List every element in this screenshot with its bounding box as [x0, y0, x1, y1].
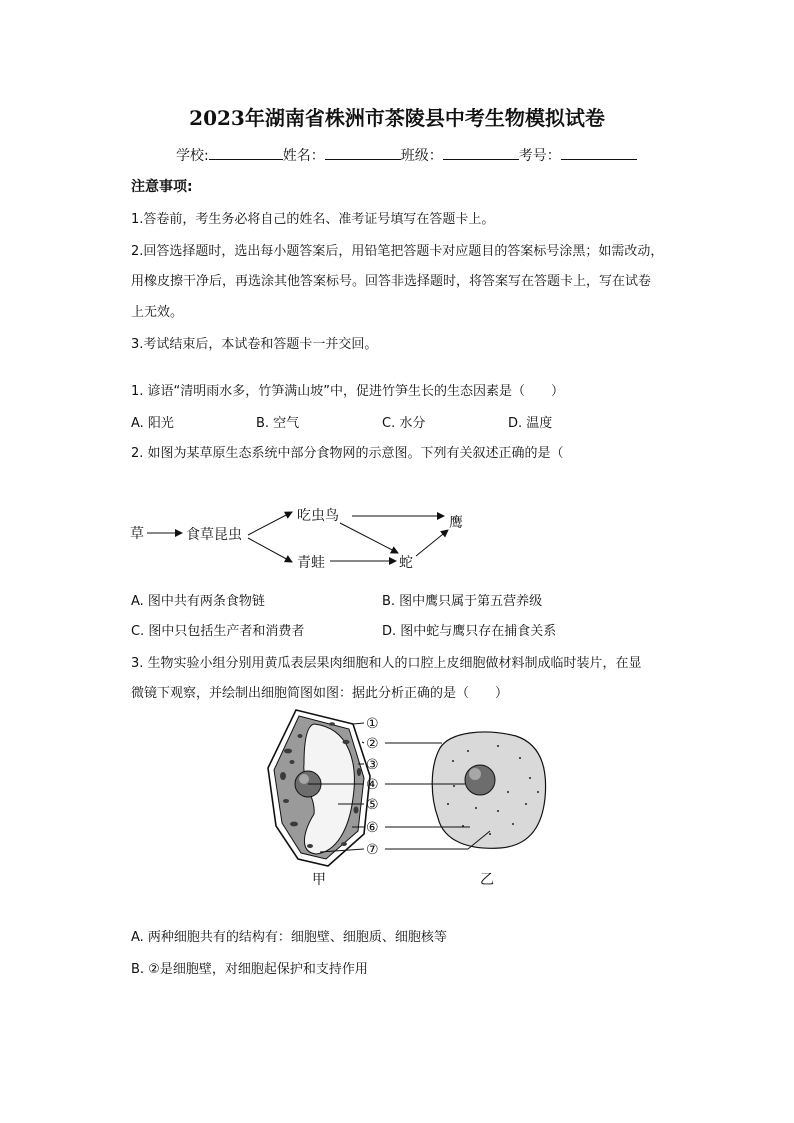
notice-heading: 注意事项:	[131, 179, 193, 195]
question-3-option-a[interactable]: A. 两种细胞共有的结构有：细胞壁、细胞质、细胞核等	[131, 930, 447, 945]
class-blank[interactable]	[443, 147, 519, 160]
student-info-line	[176, 145, 637, 165]
node-grass: 草	[130, 526, 144, 542]
cell-a-label: 甲	[312, 872, 326, 888]
exam-no-blank[interactable]	[561, 147, 637, 160]
node-frog: 青蛙	[297, 555, 325, 571]
node-eagle: 鹰	[449, 515, 463, 531]
label-7: ⑦	[366, 842, 379, 858]
name-label: 姓名：	[282, 148, 325, 164]
question-2-option-a[interactable]: A. 图中共有两条食物链	[131, 594, 265, 609]
nucleus	[465, 765, 495, 795]
label-4: ④	[366, 777, 379, 793]
question-2-option-c[interactable]: C. 图中只包括生产者和消费者	[131, 624, 305, 639]
arrow-bird-snake	[340, 523, 398, 553]
label-5: ⑤	[366, 797, 379, 813]
notice-item: 用橡皮擦干净后，再选涂其他答案标号。回答非选择题时，将答案写在答题卡上，写在试卷	[131, 274, 652, 289]
notice-item: 1.答卷前，考生务必将自己的姓名、准考证号填写在答题卡上。	[131, 212, 495, 227]
school-blank[interactable]	[209, 147, 283, 160]
exam-no-label: 考号：	[518, 148, 561, 164]
label-6: ⑥	[366, 820, 379, 836]
question-2-stem: 2. 如图为某草原生态系统中部分食物网的示意图。下列有关叙述正确的是（	[131, 446, 564, 461]
question-1-option-d[interactable]: D. 温度	[508, 416, 553, 431]
label-3: ③	[366, 757, 379, 773]
node-herbivorous-insect: 食草昆虫	[186, 527, 242, 543]
label-1: ①	[366, 716, 379, 732]
question-1-stem: 1. 谚语“清明雨水多，竹笋满山坡”中，促进竹笋生长的生态因素是（ ）	[131, 384, 565, 399]
page-title: 2023年湖南省株洲市茶陵县中考生物模拟试卷	[189, 106, 605, 130]
name-blank[interactable]	[325, 147, 401, 160]
question-2-option-d[interactable]: D. 图中蛇与鹰只存在捕食关系	[382, 624, 557, 639]
cell-b-label: 乙	[480, 872, 494, 888]
food-web-diagram	[120, 498, 480, 578]
school-label: 学校:	[176, 148, 209, 164]
arrow-insect-frog	[248, 538, 292, 562]
plant-cell	[268, 710, 370, 888]
cell-diagram	[258, 706, 558, 892]
question-3-stem-line1: 3. 生物实验小组分别用黄瓜表层果肉细胞和人的口腔上皮细胞做材料制成临时装片，在显	[131, 656, 642, 671]
question-3-stem-line2: 微镜下观察，并绘制出细胞简图如图：据此分析正确的是（ ）	[131, 686, 509, 701]
node-snake: 蛇	[399, 555, 413, 571]
notice-item: 3.考试结束后，本试卷和答题卡一并交回。	[131, 337, 378, 352]
question-2-option-b[interactable]: B. 图中鹰只属于第五营养级	[382, 594, 543, 609]
notice-item: 上无效。	[131, 305, 184, 320]
animal-cell	[432, 732, 545, 888]
class-label: 班级：	[400, 148, 443, 164]
question-1-option-a[interactable]: A. 阳光	[131, 416, 174, 431]
node-insectivorous-bird: 吃虫鸟	[297, 508, 339, 524]
question-1-option-c[interactable]: C. 水分	[382, 416, 426, 431]
question-3-option-b[interactable]: B. ②是细胞壁，对细胞起保护和支持作用	[131, 962, 368, 977]
structure-labels	[366, 716, 379, 858]
label-2: ②	[366, 736, 379, 752]
arrow-insect-bird	[248, 512, 292, 535]
notice-item: 2.回答选择题时，选出每小题答案后，用铅笔把答题卡对应题目的答案标号涂黑；如需改动，	[131, 244, 664, 259]
question-1-option-b[interactable]: B. 空气	[256, 416, 300, 431]
arrow-snake-eagle	[416, 530, 448, 556]
